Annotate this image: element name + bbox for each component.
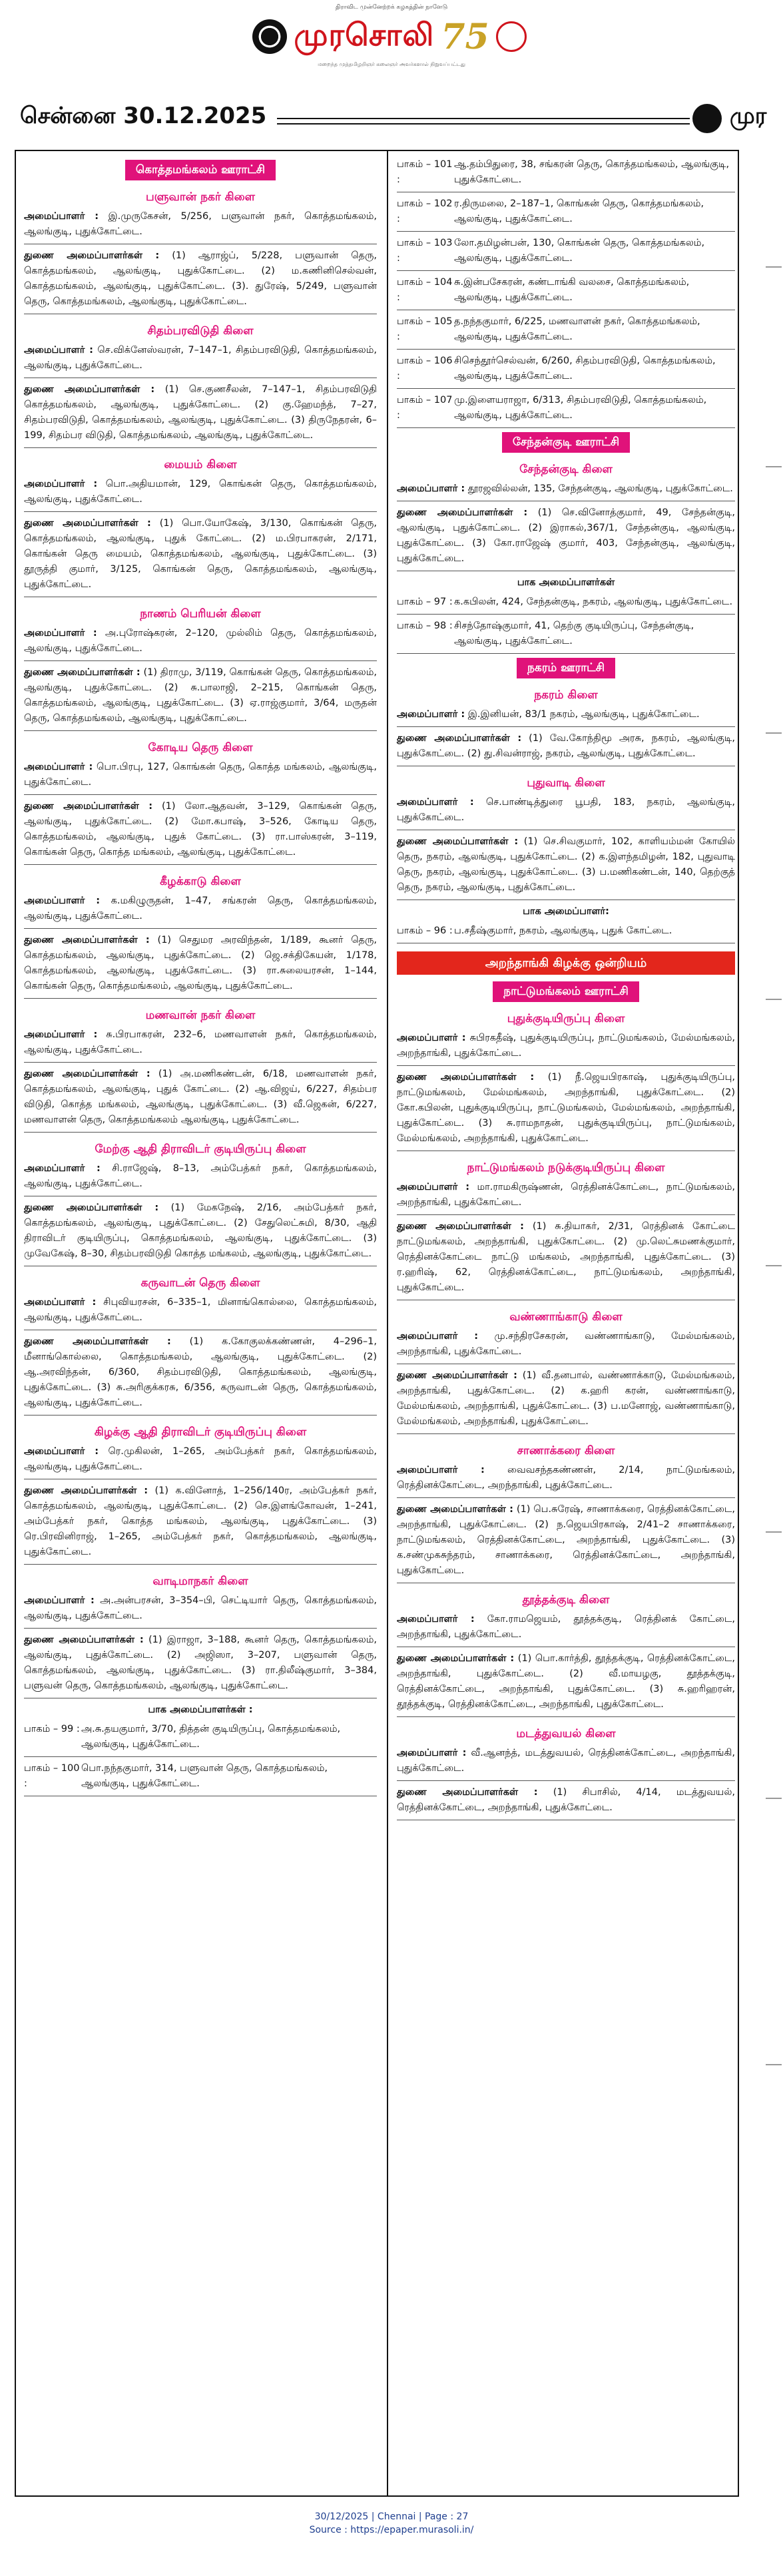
entry-text: (1) வே.கோந்திமூ அரசு, நகரம், ஆலங்குடி, புதுக்கோட்டை. (2) து.சிவன்ராஜ், நகரம், ஆலங்குடி, புதுக்கோட்டை. — [397, 733, 736, 759]
branch-heading: நாணம் பெரியன் கிளை — [140, 607, 261, 621]
entry-text: (1) க.வினோத், 1–256/140ர, அம்பேத்கர் நகர், கொத்தமங்கலம், ஆலங்குடி, புதுக்கோட்டை. (2) செ.இளங்கோவன், 1–241, அம்பேத்கர் நகர், கொத்த மங்கலம், ஆலங்குடி, புதுக்கோட்டை. (3) ரெ.பிரவினிராஜ், 1–265, அம்பேத்கர் நகர், கொத்தமங்கலம், ஆலங்குடி, புதுக்கோட்டை. — [24, 1485, 377, 1557]
entry-divider — [24, 1628, 377, 1629]
entry-text: செ.பாண்டித்துரை பூபதி, 183, நகரம், ஆலங்குடி, புதுக்கோட்டை. — [397, 797, 736, 823]
organiser-entry — [24, 477, 377, 507]
masthead-tagline: திராவிட முன்னேற்றக் கழகத்தின் நாளேடு — [335, 4, 448, 11]
part-entry — [397, 157, 735, 188]
part-organisers-heading: பாக அமைப்பாளர்கள் — [517, 577, 615, 588]
part-entry — [397, 354, 735, 384]
entry-text: செ.விக்னேஸ்வரன், 7–147–1, சிதம்பரவிடுதி, கொத்தமங்கலம், ஆலங்குடி, புதுக்கோட்டை. — [24, 345, 377, 371]
entry-divider — [24, 447, 377, 448]
branch-heading: கோடிய தெரு கிளை — [148, 741, 253, 754]
branch-heading: கருவாடன் தெரு கிளை — [140, 1276, 260, 1290]
entry-text: (1) செ.வினோத்குமார், 49, சேந்தன்குடி, ஆலங்குடி, புதுக்கோட்டை. (2) இராகல்,367/1, சேந்தன்குடி, ஆலங்குடி, புதுக்கோட்டை. (3) கோ.ராஜேஷ் குமார், 403, சேந்தன்குடி, ஆலங்குடி, புதுக்கோட்டை. — [397, 507, 735, 564]
branch-heading: மணவான் நகர் கிளை — [145, 1009, 256, 1022]
entry-label: அமைப்பாளர் : — [397, 1033, 466, 1043]
organiser-entry — [24, 1295, 377, 1326]
entry-text: (1) பொ.யோகேஷ், 3/130, கொங்கன் தெரு, கொத்தமங்கலம், ஆலங்குடி, புதுக் கோட்டை. (2) ம.பிரபாகரன், 2/171, கொங்கன் தெரு மையம், கொத்தமங்கலம், ஆலங்குடி, புதுக்கோட்டை. (3) தூருத்தி குமார், 3/125, கொங்கன் தெரு, கொத்தமங்கலம், ஆலங்குடி, புதுக்கோட்டை. — [24, 518, 378, 590]
dateline-brand: முர — [730, 103, 767, 129]
entry-text: (1) இராஜா, 3–188, கூனர் தெரு, கொத்தமங்கலம், ஆலங்குடி, புதுக்கோட்டை. (2) அஜிஸா, 3–207, பளுவான் தெரு, கொத்தமங்கலம், ஆலங்குடி, புதுக்கோட்டை. (3) ரா.திலீஷ்குமார், 3–384, பளுவன் தெரு, கொத்தமங்கலம், ஆலங்குடி, புதுக்கோட்டை. — [24, 1635, 378, 1691]
organiser-entry — [397, 1502, 735, 1579]
entry-label: துணை அமைப்பாளர்கள் : — [397, 733, 522, 744]
entry-divider — [24, 1564, 377, 1565]
entry-text: (1) பெ.சுரேஷ், சாணாக்கரை, ரெத்தினக்கோட்டை, அறந்தாங்கி, புதுக்கோட்டை. (2) ந.ஜெயபிரகாஷ், 2/41–2 சாணாக்கரை, நாட்டுமங்கலம், ரெத்தினக்கோட்டை, அறந்தாங்கி, புதுக்கோட்டை. (3) க.சண்முகசுந்தரம், சாணாக்கரை, ரெத்தினக்கோட்டை, அறந்தாங்கி, புதுக்கோட்டை. — [397, 1504, 735, 1576]
organiser-entry — [397, 731, 735, 762]
part-number: பாகம் – 98 : — [397, 621, 453, 631]
entry-divider — [24, 998, 377, 999]
entry-label: துணை அமைப்பாளர்கள் : — [397, 1504, 513, 1515]
organiser-entry — [397, 1329, 735, 1360]
union-heading: அறந்தாங்கி கிழக்கு ஒன்றியம் — [397, 951, 735, 975]
entry-label: துணை அமைப்பாளர்கள் : — [24, 1485, 148, 1496]
entry-label: துணை அமைப்பாளர்கள் : — [397, 836, 519, 847]
entry-divider — [397, 231, 735, 232]
entry-label: துணை அமைப்பாளர்கள் : — [24, 384, 155, 395]
organiser-entry — [24, 799, 377, 860]
entry-text: (1) பொ.கார்த்தி, தூத்தக்குடி, ரெத்தினக்கோட்டை, அறந்தாங்கி, புதுக்கோட்டை. (2) வீ.மாயழகு, தூத்தக்குடி, ரெத்தினக்கோட்டை, அறந்தாங்கி, புதுக்கோட்டை. (3) சு.ஹரிஹரன், தூத்தக்குடி, ரெத்தினக்கோட்டை, அறந்தாங்கி, புதுக்கோட்டை. — [397, 1653, 735, 1710]
entry-text: சி.ராஜேஷ், 8–13, அம்பேத்கர் நகர், கொத்தமங்கலம், ஆலங்குடி, புதுக்கோட்டை. — [24, 1163, 378, 1189]
part-number: பாகம் – 104 : — [397, 277, 453, 303]
part-organiser: ஆ.தம்பிதுரை, 38, சங்கரன் தெரு, கொத்தமங்கலம், ஆலங்குடி, புதுக்கோட்டை. — [454, 159, 730, 185]
branch-heading: நகரம் கிளை — [534, 688, 598, 702]
organiser-entry — [24, 1593, 377, 1624]
section-heading: சேந்தன்குடி ஊராட்சி — [502, 432, 630, 453]
part-entry — [397, 619, 735, 649]
entry-divider — [397, 349, 735, 350]
entry-text: பொ.அதியமான், 129, கொங்கன் தெரு, கொத்தமங்கலம், ஆலங்குடி, புதுக்கோட்டை. — [24, 479, 378, 505]
entry-text: (1) செ.சிவகுமார், 102, காளியம்மன் கோயில் தெரு, நகரம், ஆலங்குடி, புதுக்கோட்டை. (2) க.இளந்தமிழன், 182, புதுவாடி தெரு, நகரம், ஆலங்குடி, புதுக்கோட்டை. (3) ப.மணிகண்டன், 140, தெற்குத் தெரு, நகரம், ஆலங்குடி, புதுக்கோட்டை. — [397, 836, 735, 893]
part-organiser: த.நந்தகுமார், 6/225, மணவாளன் நகர், கொத்தமங்கலம், ஆலங்குடி, புதுக்கோட்டை. — [454, 316, 700, 342]
entry-label: துணை அமைப்பாளர்கள் : — [24, 1336, 171, 1347]
entry-label: அமைப்பாளர் : — [397, 1465, 485, 1475]
entry-divider — [24, 864, 377, 865]
part-organiser: மு.இளையராஜா, 6/313, சிதம்பரவிடுதி, கொத்தமங்கலம், ஆலங்குடி, புதுக்கோட்டை. — [454, 395, 707, 421]
part-number: பாகம் – 106 : — [397, 356, 453, 382]
entry-label: அமைப்பாளர் : — [24, 1446, 99, 1457]
entry-text: இ.முருகேசன், 5/256, பளுவான் நகர், கொத்தமங்கலம், ஆலங்குடி, புதுக்கோட்டை. — [24, 211, 378, 237]
branch-heading: மையம் கிளை — [164, 458, 237, 471]
entry-divider — [397, 1716, 735, 1717]
entry-label: அமைப்பாளர் : — [397, 709, 465, 720]
entry-label: துணை அமைப்பாளர்கள் : — [24, 667, 140, 678]
organiser-entry — [397, 834, 735, 896]
entry-text: சுபிரகதீஷ், புதுக்குடியிருப்பு, நாட்டுமங்கலம், மேல்மங்கலம், அறந்தாங்கி, புதுக்கோட்டை. — [397, 1033, 736, 1059]
entry-label: அமைப்பாளர் : — [24, 1297, 97, 1308]
part-organiser: அ.சு.தயகுமார், 3/70, தித்தன் குடியிருப்பு, கொத்தமங்கலம், ஆலங்குடி, புதுக்கோட்டை. — [81, 1724, 341, 1750]
entry-label: அமைப்பாளர் : — [24, 479, 98, 489]
entry-label: துணை அமைப்பாளர்கள் : — [397, 1072, 535, 1083]
entry-label: அமைப்பாளர் : — [24, 628, 97, 639]
part-number: பாகம் – 96 : — [397, 925, 453, 936]
entry-divider — [24, 730, 377, 731]
entry-text: அ.புரோஷ்கரன், 2–120, முல்லிம் தெரு, கொத்தமங்கலம், ஆலங்குடி, புதுக்கோட்டை. — [24, 628, 378, 654]
branch-heading: கிழக்கு ஆதி திராவிடர் குடியிருப்பு கிளை — [94, 1425, 307, 1439]
entry-text: மு.சந்திரசேகரன், வண்ணாங்காடு, மேல்மங்கலம், அறந்தாங்கி, புதுக்கோட்டை. — [397, 1331, 736, 1357]
organiser-entry — [24, 1027, 377, 1058]
entry-label: துணை அமைப்பாளர்கள் : — [24, 1069, 150, 1079]
part-organiser: சு.இன்பசேகரன், கண்டாங்கி வலசை, கொத்தமங்கலம், ஆலங்குடி, புதுக்கோட்டை. — [454, 277, 690, 303]
part-number: பாகம் – 105 : — [397, 316, 453, 342]
entry-label: அமைப்பாளர் : — [397, 797, 474, 808]
organiser-entry — [24, 343, 377, 374]
entry-divider — [397, 427, 735, 428]
part-number: பாகம் – 103 : — [397, 238, 453, 264]
adjacent-text-line — [766, 466, 782, 467]
page-footer — [0, 2510, 783, 2537]
part-entry — [397, 196, 735, 227]
dateline — [0, 93, 783, 137]
masthead-logo — [243, 12, 536, 61]
entry-label: அமைப்பாளர் : — [24, 211, 99, 222]
column-right — [397, 156, 735, 1824]
seal-icon — [496, 21, 527, 52]
footer-info: 30/12/2025 | Chennai | Page : 27 — [314, 2511, 469, 2522]
branch-heading: பளுவான் நகர் கிளை — [145, 190, 256, 204]
branch-heading: சாணாக்கரை கிளை — [517, 1444, 615, 1457]
organiser-entry — [24, 382, 377, 443]
part-entry — [24, 1722, 377, 1752]
adjacent-text-line — [766, 1798, 782, 1799]
part-organiser: பொ.நந்தகுமார், 314, பளுவான் தெரு, கொத்தமங்கலம், ஆலங்குடி, புதுக்கோட்டை. — [81, 1763, 328, 1789]
column-divider — [387, 150, 388, 2497]
entry-divider — [397, 614, 735, 615]
organiser-entry — [24, 209, 377, 240]
entry-label: அமைப்பாளர் : — [397, 1182, 470, 1192]
entry-label: துணை அமைப்பாளர்கள் : — [397, 1653, 515, 1664]
organiser-entry — [24, 1161, 377, 1192]
part-entry — [397, 275, 735, 306]
dateline-rule — [277, 118, 690, 125]
section-heading: கொத்தமங்கலம் ஊராட்சி — [125, 160, 276, 180]
organiser-entry — [24, 516, 377, 593]
organiser-entry — [397, 481, 735, 497]
adjacent-text-line — [766, 1531, 782, 1533]
organiser-entry — [24, 1633, 377, 1694]
organiser-entry — [24, 1067, 377, 1128]
entry-label: துணை அமைப்பாளர்கள் : — [397, 507, 528, 518]
entry-label: அமைப்பாளர் : — [24, 345, 93, 356]
part-entry — [397, 595, 735, 610]
organiser-entry — [24, 894, 377, 924]
entry-text: ரெ.முகிலன், 1–265, அம்பேத்கர் நகர், கொத்தமங்கலம், ஆலங்குடி, புதுக்கோட்டை. — [24, 1446, 378, 1472]
part-number: பாகம் – 107 : — [397, 395, 453, 421]
entry-label: துணை அமைப்பாளர்கள் : — [397, 1787, 538, 1798]
adjacent-text-line — [766, 999, 782, 1000]
branch-heading: சேந்தன்குடி கிளை — [519, 463, 613, 476]
adjacent-text-line — [766, 2064, 782, 2065]
rising-sun-icon — [252, 19, 287, 54]
adjacent-text-line — [766, 1265, 782, 1266]
entry-text: (1) அ.மணிகண்டன், 6/18, மணவாளன் நகர், கொத்தமங்கலம், ஆலங்குடி, புதுக் கோட்டை. (2) ஆ.விஜய், 6/227, சிதம்பர விடுதி, கொத்த மங்கலம், ஆலங்குடி, புதுக்கோட்டை. (3) வீ.ஜெகன், 6/227, மணவாளன் தெரு, கொத்தமங்கலம் ஆலங்குடி, புதுக்கோட்டை. — [24, 1069, 377, 1125]
entry-divider — [397, 1433, 735, 1434]
footer-source[interactable]: Source : https://epaper.murasoli.in/ — [309, 2525, 474, 2535]
organiser-entry — [397, 1219, 735, 1296]
entry-divider — [397, 1065, 735, 1066]
section-heading: நாட்டுமங்கலம் ஊராட்சி — [493, 981, 639, 1002]
branch-heading: சிதம்பரவிடுதி கிளை — [147, 324, 254, 338]
organiser-entry — [24, 1200, 377, 1262]
organiser-entry — [397, 1368, 735, 1429]
entry-label: துணை அமைப்பாளர்கள் : — [397, 1221, 524, 1232]
organiser-entry — [24, 1483, 377, 1560]
entry-divider — [397, 1214, 735, 1215]
entry-label: துணை அமைப்பாளர்கள் : — [24, 1635, 144, 1645]
part-organiser: க.கபிலன், 424, சேந்தன்குடி, நகரம், ஆலங்குடி, புதுக்கோட்டை. — [454, 597, 733, 607]
organiser-entry — [397, 707, 735, 722]
part-organiser: சிசந்தோஷ்குமார், 41, தெற்கு குடியிருப்பு, சேந்தன்குடி, ஆலங்குடி, புதுக்கோட்டை. — [454, 621, 694, 646]
entry-divider — [24, 660, 377, 661]
organiser-entry — [24, 1334, 377, 1411]
part-organisers-heading: பாக அமைப்பாளர்கள் : — [148, 1704, 253, 1715]
part-number: பாகம் – 100 : — [24, 1763, 80, 1789]
entry-text: க.மகிழுருதன், 1–47, சங்கரன் தெரு, கொத்தமங்கலம், ஆலங்குடி, புதுக்கோட்டை. — [24, 896, 377, 921]
organiser-entry — [24, 760, 377, 790]
part-organiser: ப.சதீஷ்குமார், நகரம், ஆலங்குடி, புதுக் கோட்டை. — [454, 925, 672, 936]
entry-divider — [397, 388, 735, 389]
entry-text: அ.அன்பரசன், 3–354–பி, செட்டியார் தெரு, கொத்தமங்கலம், ஆலங்குடி, புதுக்கோட்டை. — [24, 1595, 378, 1621]
branch-heading: வாடிமாநகர் கிளை — [152, 1575, 248, 1588]
part-entry — [397, 314, 735, 345]
entry-divider — [397, 653, 735, 654]
entry-label: அமைப்பாளர் : — [24, 1595, 95, 1606]
entry-label: அமைப்பாளர் : — [24, 762, 93, 772]
organiser-entry — [24, 933, 377, 994]
entry-text: வீ.ஆனந்த், மடத்துவயல், ரெத்தினக்கோட்டை, அறந்தாங்கி, புதுக்கோட்டை. — [397, 1748, 736, 1774]
part-organisers-heading: பாக அமைப்பாளர்: — [523, 906, 609, 917]
entry-text: (1) செ.குணசீலன், 7–147–1, சிதம்பரவிடுதி கொத்தமங்கலம், ஆலங்குடி, புதுக்கோட்டை. (2) கு.ஹேமந்த், 7–27, சிதம்பரவிடுதி, கொத்தமங்கலம், ஆலங்குடி, புதுக்கோட்டை. (3) திருநேதரன், 6–199, சிதம்பர விடுதி, கொத்தமங்கலம், ஆலங்குடி, புதுக்கோட்டை. — [24, 384, 378, 441]
entry-text: சு.பிரபாகரன், 232–6, மணவாளன் நகர், கொத்தமங்கலம், ஆலங்குடி, புதுக்கோட்டை. — [24, 1029, 378, 1055]
branch-heading: கீழக்காடு கிளை — [160, 875, 241, 888]
part-organiser: சிசெந்தூர்செல்வன், 6/260, சிதம்பரவிடுதி, கொத்தமங்கலம், ஆலங்குடி, புதுக்கோட்டை. — [454, 356, 716, 382]
adjacent-text-line — [766, 732, 782, 734]
entry-divider — [24, 928, 377, 929]
masthead-subtitle: மறைந்த முத்தமிழறிஞர் கலைஞர் அவர்களால் நிறுவப்பட்டது — [318, 61, 465, 67]
section-heading: நகரம் ஊராட்சி — [517, 658, 615, 678]
entry-label: துணை அமைப்பாளர்கள் : — [397, 1370, 517, 1381]
organiser-entry — [24, 1444, 377, 1475]
organiser-entry — [24, 665, 377, 726]
entry-label: அமைப்பாளர் : — [397, 483, 465, 494]
entry-label: துணை அமைப்பாளர்கள் : — [24, 518, 151, 529]
entry-text: (1) லோ.ஆதவன், 3–129, கொங்கன் தெரு, ஆலங்குடி, புதுக்கோட்டை. (2) மோ.கபாஷ், 3–526, கோடிய தெரு, கொத்தமங்கலம், ஆலங்குடி, புதுக் கோட்டை. (3) ரா.பாஸ்கரன், 3–119, கொங்கன் தெரு, கொத்த மங்கலம், ஆலங்குடி, புதுக்கோட்டை. — [24, 801, 377, 858]
entry-divider — [24, 511, 377, 512]
branch-heading: புதுக்குடியிருப்பு கிளை — [507, 1012, 625, 1025]
entry-label: துணை அமைப்பாளர்கள் : — [24, 250, 160, 261]
entry-divider — [397, 726, 735, 727]
part-number: பாகம் – 101 : — [397, 159, 453, 185]
organiser-entry — [397, 1785, 735, 1816]
organiser-entry — [24, 248, 377, 310]
organiser-entry — [397, 1612, 735, 1643]
entry-text: தூரஜவில்லன், 135, சேந்தன்குடி, ஆலங்குடி, புதுக்கோட்டை. — [467, 483, 733, 494]
entry-divider — [24, 1415, 377, 1416]
part-entry — [24, 1761, 377, 1792]
entry-text: வைவசந்தகண்ணன், 2/14, நாட்டுமங்கலம், ரெத்தினக்கோட்டை, அறந்தாங்கி, புதுக்கோட்டை. — [397, 1465, 736, 1491]
entry-divider — [24, 1062, 377, 1063]
entry-label: அமைப்பாளர் : — [397, 1331, 479, 1342]
adjacent-text-line — [766, 266, 782, 268]
entry-divider — [397, 270, 735, 271]
organiser-entry — [24, 626, 377, 656]
entry-text: கோ.ராமஜெயம், தூத்தக்குடி, ரெத்தினக் கோட்டை, அறந்தாங்கி, புதுக்கோட்டை. — [397, 1614, 735, 1640]
entry-label: அமைப்பாளர் : — [24, 896, 101, 906]
entry-label: அமைப்பாளர் : — [397, 1748, 467, 1758]
part-number: பாகம் – 99 : — [24, 1724, 80, 1734]
entry-label: அமைப்பாளர் : — [24, 1029, 98, 1040]
branch-heading: மடத்துவயல் கிளை — [516, 1727, 616, 1740]
entry-text: (1) மேகநேஷ், 2/16, அம்பேத்கர் நகர், கொத்தமங்கலம், ஆலங்குடி, புதுக்கோட்டை. (2) சேதுலெட்சுமி, 8/30, ஆதி திராவிடர் குடியிருப்பு, கொத்தமங்கலம், ஆலங்குடி, புதுக்கோட்டை. (3) முவேகேஷ், 8–30, சிதம்பரவிடுதி கொத்த மங்கலம், ஆலங்குடி, புதுக்கோட்டை. — [24, 1202, 377, 1259]
part-organiser: ர.திருமலை, 2–187–1, கொங்கன் தெரு, கொத்தமங்கலம், ஆலங்குடி, புதுக்கோட்டை. — [454, 198, 704, 224]
organiser-entry — [397, 1746, 735, 1776]
entry-text: (1) க.கோகுலக்கண்ணன், 4–296–1, மீனாங்கொல்லை, கொத்தமங்கலம், ஆலங்குடி, புதுக்கோட்டை. (2) ஆ.அரவிந்தன், 6/360, சிதம்பரவிடுதி, கொத்தமங்கலம், ஆலங்குடி, புதுக்கோட்டை. (3) சு.அரிகுக்கரசு, 6/356, கருவாடன் தெரு, கொத்தமங்கலம், ஆலங்குடி, புதுக்கோட்டை. — [24, 1336, 377, 1408]
entry-text: (1) சிபாசில், 4/14, மடத்துவயல், ரெத்தினக்கோட்டை, அறந்தாங்கி, புதுக்கோட்டை. — [397, 1787, 735, 1813]
organiser-entry — [397, 1031, 735, 1061]
entry-divider — [397, 1497, 735, 1498]
entry-text: மா.ராமகிருஷ்ணன், ரெத்தினக்கோட்டை, நாட்டுமங்கலம், அறந்தாங்கி, புதுக்கோட்டை. — [397, 1182, 735, 1208]
entry-divider — [24, 1132, 377, 1133]
entry-divider — [24, 794, 377, 795]
part-entry — [397, 923, 735, 939]
branch-heading: மேற்கு ஆதி திராவிடர் குடியிருப்பு கிளை — [95, 1143, 306, 1156]
masthead — [0, 0, 783, 67]
entry-text: (1) ஆராஜ்ப், 5/228, பளுவான் தெரு, கொத்தமங்கலம், ஆலங்குடி, புதுக்கோட்டை. (2) ம.கணினிசெல்வன், கொத்தமங்கலம், ஆலங்குடி, புதுக்கோட்டை. (3). துரேஷ், 5/249, பளுவான் தெரு, கொத்தமங்கலம், ஆலங்குடி, புதுக்கோட்டை. — [24, 250, 378, 307]
entry-text: (1) செதுமர அரவிந்தன், 1/189, கூனர் தெரு, கொத்தமங்கலம், ஆலங்குடி, புதுக்கோட்டை. (2) ஜெ.சக்திகேயன், 1/178, கொத்தமங்கலம், ஆலங்குடி, புதுக்கோட்டை. (3) ரா.சுலையரசன், 1–144, கொங்கன் தெரு, கொத்தமங்கலம், ஆலங்குடி, புதுக்கோட்டை. — [24, 935, 378, 991]
column-left — [24, 156, 377, 1800]
entry-divider — [397, 1780, 735, 1781]
entry-divider — [24, 1756, 377, 1757]
adjacent-page-strip — [740, 150, 783, 2497]
organiser-entry — [397, 1463, 735, 1493]
branch-heading: தூத்தக்குடி கிளை — [522, 1593, 610, 1607]
entry-label: துணை அமைப்பாளர்கள் : — [24, 935, 150, 945]
part-organiser: லோ.தமிழன்பன், 130, கொங்கன் தெரு, கொத்தமங்கலம், ஆலங்குடி, புதுக்கோட்டை. — [454, 238, 705, 264]
city-date: சென்னை 30.12.2025 — [20, 103, 267, 129]
organiser-entry — [397, 1651, 735, 1712]
entry-label: துணை அமைப்பாளர்கள் : — [24, 1202, 159, 1213]
part-number: பாகம் – 102 : — [397, 198, 453, 224]
organiser-entry — [397, 1180, 735, 1210]
entry-text: பொ.பிரபு, 127, கொங்கன் தெரு, கொத்த மங்கலம், ஆலங்குடி, புதுக்கோட்டை. — [24, 762, 378, 788]
part-number: பாகம் – 97 : — [397, 597, 453, 607]
entry-text: (1) சு.தியாகர், 2/31, ரெத்தினக் கோட்டை நாட்டுமங்கலம், அறந்தாங்கி, புதுக்கோட்டை. (2) மு.லெட்சுமணக்குமார், ரெத்தினக்கோட்டை நாட்டு மங்கலம், அறந்தாங்கி, புதுக்கோட்டை. (3) ர.ஹரிஷ், 62, ரெத்தினக்கோட்டை, நாட்டுமங்கலம், அறந்தாங்கி, புதுக்கோட்டை. — [397, 1221, 735, 1293]
branch-heading: நாட்டுமங்கலம் நடுக்குடியிருப்பு கிளை — [467, 1161, 665, 1174]
branch-heading: புதுவாடி கிளை — [527, 776, 605, 790]
rising-sun-icon — [692, 104, 722, 133]
entry-label: அமைப்பாளர் : — [397, 1614, 475, 1625]
entry-label: துணை அமைப்பாளர்கள் : — [24, 801, 153, 812]
entry-text: சிபுவியரசன், 6–335–1, மினாங்கொல்லை, கொத்தமங்கலம், ஆலங்குடி, புதுக்கோட்டை. — [24, 1297, 378, 1323]
entry-text: (1) வீ.தனபால், வண்ணாக்காடு, மேல்மங்கலம், அறந்தாங்கி, புதுக்கோட்டை. (2) க.ஹரி கரன், வண்ணாங்காடு, மேல்மங்கலம், அறந்தாங்கி, புதுக்கோட்டை. (3) ப.மனோஜ், வண்ணாங்காடு, மேல்மங்கலம், அறந்தாங்கி, புதுக்கோட்டை. — [397, 1370, 736, 1427]
part-entry — [397, 393, 735, 423]
organiser-entry — [397, 1070, 735, 1147]
entry-text: இ.இனியன், 83/1 நகரம், ஆலங்குடி, புதுக்கோட்டை. — [467, 709, 700, 720]
entry-text: (1) திராமு, 3/119, கொங்கன் தெரு, கொத்தமங்கலம், ஆலங்குடி, புதுக்கோட்டை. (2) சு.பாலாஜி, 2–215, கொங்கன் தெரு, கொத்தமங்கலம், ஆலங்குடி, புதுக்கோட்டை. (3) ஏ.ராஜ்குமார், 3/64, மருதன் தெரு, கொத்தமங்கலம், ஆலங்குடி, புதுக்கோட்டை. — [24, 667, 377, 724]
anniversary-mark: 75 — [441, 16, 489, 57]
entry-text: (1) நீ.ஜெயபிரகாஷ், புதுக்குடியிருப்பு, நாட்டுமங்கலம், மேல்மங்கலம், அறந்தாங்கி, புதுக்கோட்டை. (2) கோ.கபிலன், புதுக்குடியிருப்பு, நாட்டுமங்கலம், மேல்மங்கலம், அறந்தாங்கி, புதுக்கோட்டை. (3) சு.ராமநாதன், புதுக்குடியிருப்பு, நாட்டுமங்கலம், மேல்மங்கலம், அறந்தாங்கி, புதுக்கோட்டை. — [397, 1072, 735, 1144]
organiser-entry — [397, 505, 735, 567]
logo-text: முரசொலி — [294, 16, 435, 53]
entry-label: அமைப்பாளர் : — [24, 1163, 101, 1174]
branch-heading: வண்ணாங்காடு கிளை — [509, 1310, 623, 1324]
part-entry — [397, 236, 735, 266]
organiser-entry — [397, 795, 735, 826]
